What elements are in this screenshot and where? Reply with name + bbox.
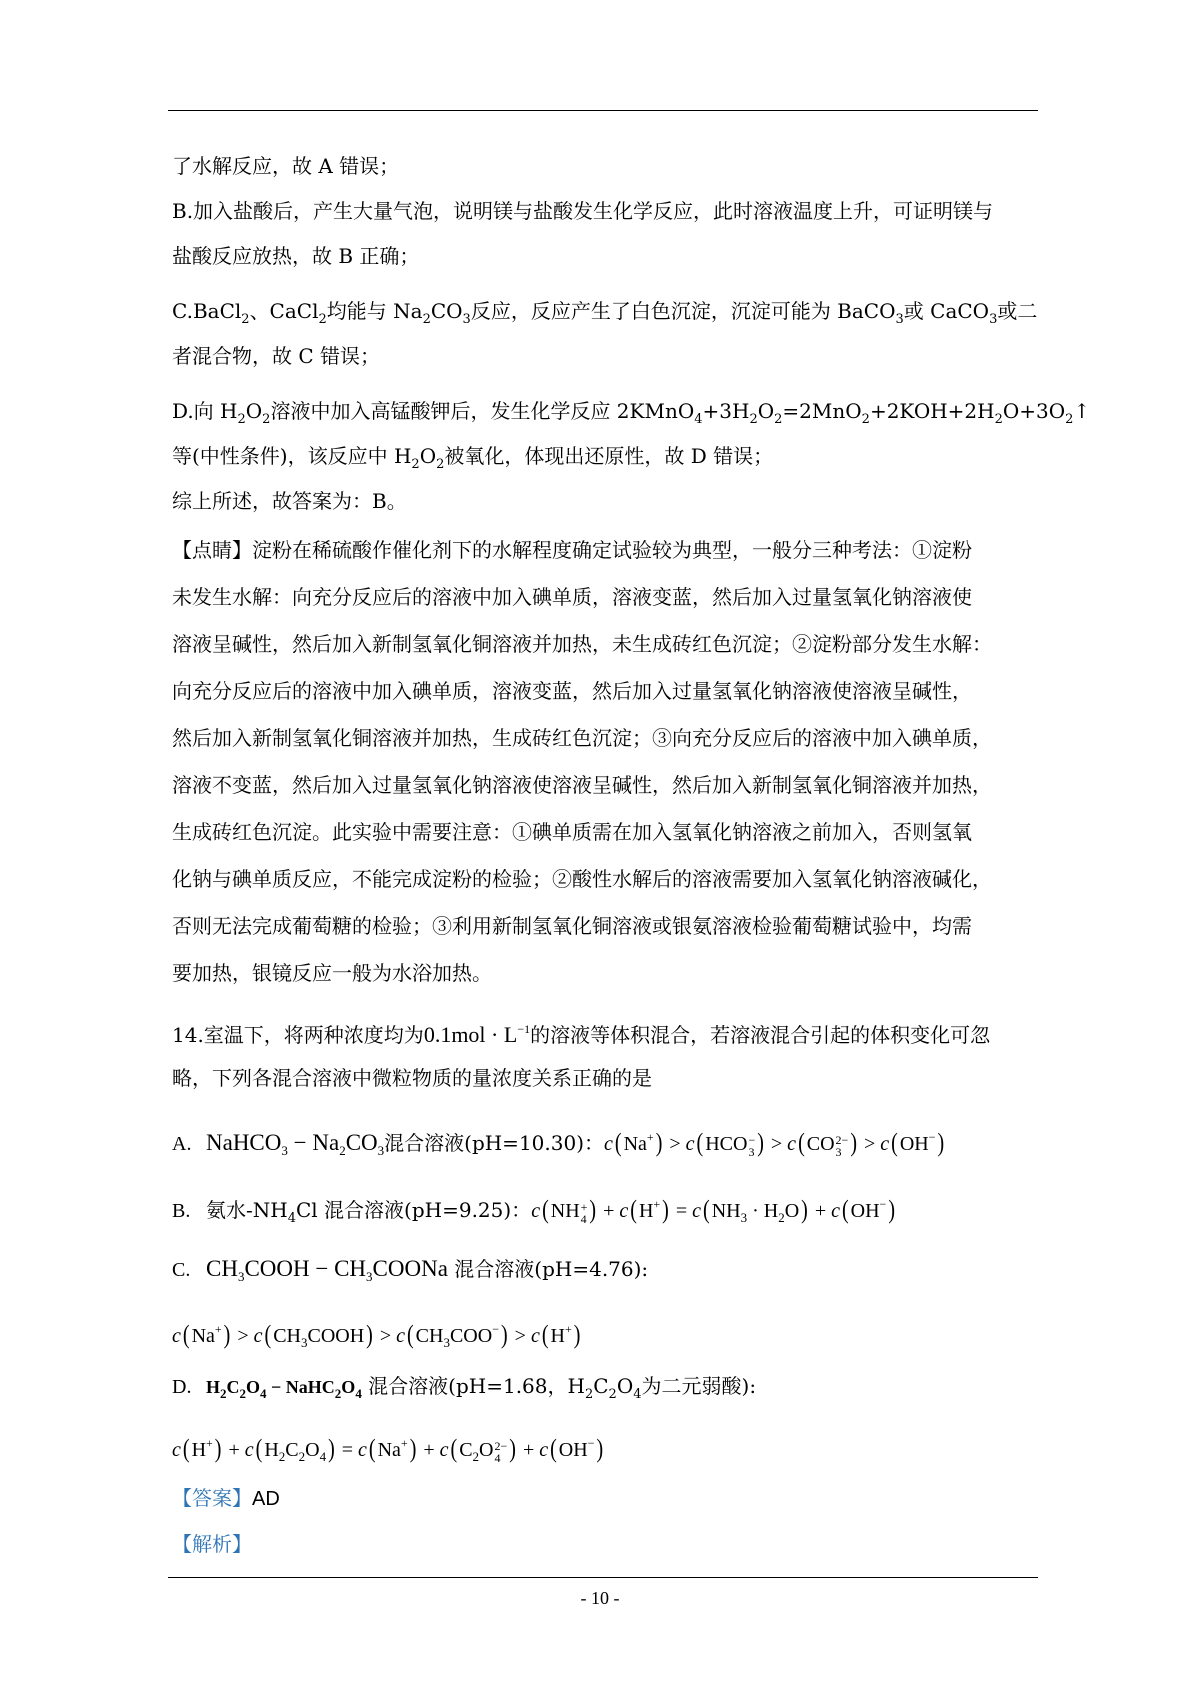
page-number: - 10 - (580, 1588, 620, 1608)
text-line: D.向 $H_2O_2$溶液中加入高锰酸钾后，发生化学反应 $2KMnO_4+3H_2O_2=2MnO_2+2KOH+2H_2O+3O_2↑$ (172, 399, 1091, 427)
note-line: 未发生水解：向充分反应后的溶液中加入碘单质，溶液变蓝，然后加入过量氢氧化钠溶液使 (172, 585, 972, 609)
answer-value: AD (252, 1488, 280, 1510)
option-d: D. $H_2C_2O_4$ − $NaHC_2O_4$ 混合溶液(pH=1.68，$H_2C_2O_4$为二元弱酸): (172, 1374, 757, 1402)
text-line: 盐酸反应放热，故 B 正确； (172, 244, 420, 268)
note-line: 然后加入新制氢氧化铜溶液并加热，生成砖红色沉淀；③向充分反应后的溶液中加入碘单质， (172, 726, 992, 750)
option-a: A. NaHCO$_3$ − $Na_2CO_3$混合溶液(pH=10.30)：c ( Na+ ) > c ( HCO − 3 ) > c ( CO 2− 3 ) > c ( OH− ) (172, 1128, 945, 1159)
text-line: C.BaCl$_2$、CaCl$_2$均能与 $Na_2CO_3$反应，反应产生了白色沉淀，沉淀可能为 BaCO$_3$或 CaCO$_3$或二 (172, 299, 1038, 327)
question-14-line: 14.室温下，将两种浓度均为$0.1mol \cdot L^{-1}$的溶液等体积混合，若溶液混合引起的体积变化可忽 (172, 1022, 991, 1047)
text-line: 综上所述，故答案为：B。 (172, 489, 407, 513)
answer-line (172, 1483, 1038, 1514)
option-c-relation: c ( Na+ ) > c ( $CH_3COOH$ ) > c ( $CH_3COO^-$ ) > c ( H+ ) (172, 1320, 581, 1350)
text-line: 者混合物，故 C 错误； (172, 344, 381, 368)
option-b: B. 氨水$-NH_4Cl$ 混合溶液(pH=9.25)：c ( NH + 4 ) + c ( H+ ) = c ( $NH_3 \cdot H_2O$ ) + c ( OH− ) (172, 1195, 895, 1226)
note-line: 溶液呈碱性，然后加入新制氢氧化铜溶液并加热，未生成砖红色沉淀；②淀粉部分发生水解： (172, 632, 992, 656)
note-line: 溶液不变蓝，然后加入过量氢氧化钠溶液使溶液呈碱性，然后加入新制氢氧化铜溶液并加热， (172, 773, 992, 797)
note-line: 向充分反应后的溶液中加入碘单质，溶液变蓝，然后加入过量氢氧化钠溶液使溶液呈碱性， (172, 679, 972, 703)
answer-label: 【答案】 (172, 1486, 252, 1510)
note-line: 生成砖红色沉淀。此实验中需要注意：①碘单质需在加入氢氧化钠溶液之前加入，否则氢氧 (172, 820, 972, 844)
note-line: 【点睛】淀粉在稀硫酸作催化剂下的水解程度确定试验较为典型，一般分三种考法：①淀粉 (172, 538, 972, 562)
option-d-relation: c ( H+ ) + c ( $H_2C_2O_4$ ) = c ( Na+ ) + c ( $C_2O$ 2− 4 ) + c ( OH− ) (172, 1434, 604, 1465)
note-line: 化钠与碘单质反应，不能完成淀粉的检验；②酸性水解后的溶液需要加入氢氧化钠溶液碱化， (172, 867, 992, 891)
text-line: B.加入盐酸后，产生大量气泡，说明镁与盐酸发生化学反应，此时溶液温度上升，可证明镁与 (172, 199, 994, 223)
text-line: 了水解反应，故 A 错误； (172, 154, 400, 178)
option-c: C. $CH_3COOH$ − $CH_3COONa$ 混合溶液(pH=4.76): (172, 1256, 649, 1284)
note-line: 要加热，银镜反应一般为水浴加热。 (172, 961, 492, 985)
question-14-line: 略，下列各混合溶液中微粒物质的量浓度关系正确的是 (172, 1066, 652, 1090)
text-line: 等(中性条件)，该反应中 $H_2O_2$被氧化，体现出还原性，故 D 错误； (172, 444, 774, 472)
footer-rule (168, 1577, 1038, 1578)
analysis-line (172, 1529, 1038, 1559)
analysis-label: 【解析】 (172, 1532, 252, 1556)
header-rule (168, 110, 1038, 111)
note-line: 否则无法完成葡萄糖的检验；③利用新制氢氧化铜溶液或银氨溶液检验葡萄糖试验中，均需 (172, 914, 972, 938)
